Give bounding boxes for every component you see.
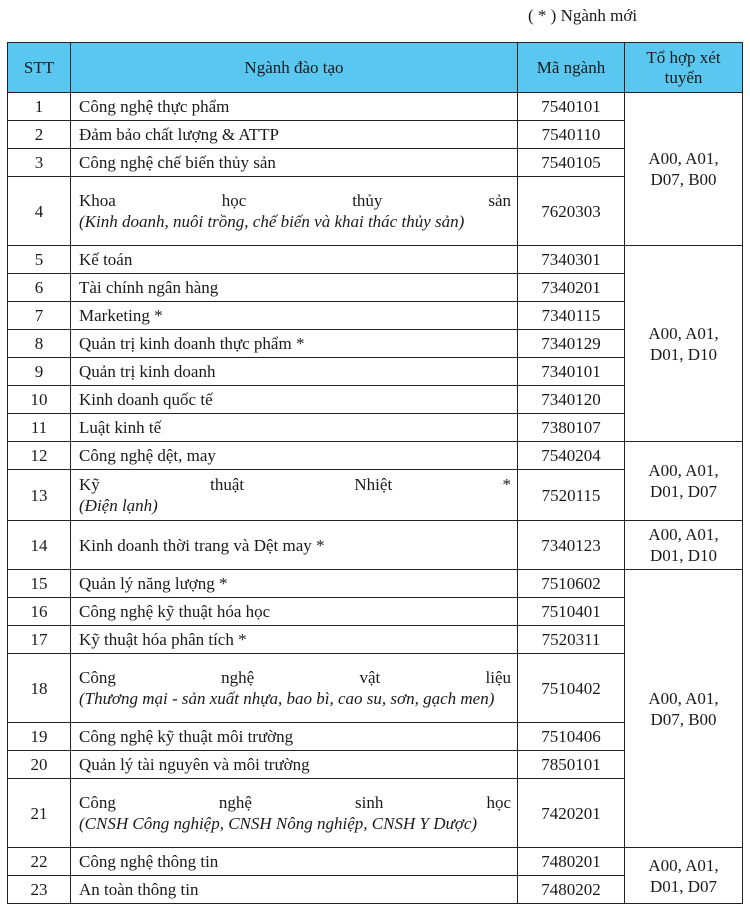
row-major-code: 7340201 <box>518 274 625 302</box>
row-major-name-cell <box>71 470 518 521</box>
combo-group <box>625 93 743 246</box>
combo-line: D01, D07 <box>649 482 718 501</box>
table-row <box>8 848 743 876</box>
row-stt: 9 <box>8 358 71 386</box>
row-major-name: Công nghệ sinh học <box>79 793 511 812</box>
row-major-name-cell <box>71 779 518 848</box>
row-major-name: Khoa học thủy sản <box>79 191 511 210</box>
row-stt: 3 <box>8 149 71 177</box>
row-stt: 1 <box>8 93 71 121</box>
row-major-code: 7510401 <box>518 598 625 626</box>
row-major-name: Quản trị kinh doanh thực phẩm * <box>71 330 518 358</box>
combo-line: A00, A01, <box>648 323 719 343</box>
row-stt: 10 <box>8 386 71 414</box>
combo-line: A00, A01, <box>648 855 719 875</box>
row-major-name: An toàn thông tin <box>71 876 518 904</box>
combo-line: D01, D10 <box>649 546 718 565</box>
row-major-name: Quản lý tài nguyên và môi trường <box>71 751 518 779</box>
row-major-code: 7510602 <box>518 570 625 598</box>
row-major-name: Công nghệ dệt, may <box>71 442 518 470</box>
row-major-name: Kinh doanh thời trang và Dệt may * <box>71 521 518 570</box>
combo-group <box>625 570 743 848</box>
combo-line: D01, D07 <box>649 876 718 896</box>
majors-table <box>7 42 743 904</box>
row-major-code: 7340120 <box>518 386 625 414</box>
row-major-name: Kỹ thuật Nhiệt * <box>79 475 511 494</box>
row-major-code: 7540204 <box>518 442 625 470</box>
combo-line: A00, A01, <box>648 525 719 544</box>
table-row <box>8 93 743 121</box>
row-major-name: Công nghệ thực phẩm <box>71 93 518 121</box>
row-stt: 2 <box>8 121 71 149</box>
combo-group <box>625 521 743 570</box>
row-major-name: Công nghệ kỹ thuật môi trường <box>71 723 518 751</box>
row-major-name: Kế toán <box>71 246 518 274</box>
row-major-code: 7340129 <box>518 330 625 358</box>
row-stt: 17 <box>8 626 71 654</box>
row-major-code: 7850101 <box>518 751 625 779</box>
row-major-name: Quản lý năng lượng * <box>71 570 518 598</box>
row-major-name: Marketing * <box>71 302 518 330</box>
row-major-code: 7340101 <box>518 358 625 386</box>
combo-group <box>625 442 743 521</box>
row-major-code: 7510402 <box>518 654 625 723</box>
row-stt: 14 <box>8 521 71 570</box>
row-major-detail: (Điện lạnh) <box>79 496 158 515</box>
row-stt: 5 <box>8 246 71 274</box>
row-major-code: 7480201 <box>518 848 625 876</box>
row-major-name: Công nghệ vật liệu <box>79 668 511 687</box>
row-major-code: 7540105 <box>518 149 625 177</box>
row-major-name: Quản trị kinh doanh <box>71 358 518 386</box>
row-major-code: 7420201 <box>518 779 625 848</box>
header-row <box>8 43 743 93</box>
row-major-name: Đảm bảo chất lượng & ATTP <box>71 121 518 149</box>
row-stt: 15 <box>8 570 71 598</box>
row-stt: 7 <box>8 302 71 330</box>
combo-line: A00, A01, <box>648 149 719 168</box>
row-stt: 11 <box>8 414 71 442</box>
combo-line: A00, A01, <box>648 688 719 708</box>
row-stt: 8 <box>8 330 71 358</box>
row-major-name: Kinh doanh quốc tế <box>71 386 518 414</box>
table-row <box>8 570 743 598</box>
row-stt: 22 <box>8 848 71 876</box>
row-stt: 23 <box>8 876 71 904</box>
combo-line: A00, A01, <box>648 461 719 480</box>
row-stt: 4 <box>8 177 71 246</box>
row-major-code: 7480202 <box>518 876 625 904</box>
row-major-code: 7540101 <box>518 93 625 121</box>
header-combo-line2: tuyển <box>664 67 703 87</box>
row-major-code: 7340115 <box>518 302 625 330</box>
row-major-name: Công nghệ chế biến thủy sản <box>71 149 518 177</box>
row-major-detail: (CNSH Công nghiệp, CNSH Nông nghiệp, CNSH Y Dược) <box>79 814 478 833</box>
header-stt: STT <box>8 43 71 93</box>
row-major-code: 7340301 <box>518 246 625 274</box>
combo-line: D07, B00 <box>650 709 717 729</box>
table-row <box>8 521 743 570</box>
row-major-name-cell <box>71 177 518 246</box>
combo-group <box>625 848 743 904</box>
header-code: Mã ngành <box>518 43 625 93</box>
row-major-name: Công nghệ kỹ thuật hóa học <box>71 598 518 626</box>
row-major-code: 7540110 <box>518 121 625 149</box>
row-major-detail: (Thương mại - sản xuất nhựa, bao bì, cao su, sơn, gạch men) <box>79 689 495 708</box>
row-major-detail: (Kinh doanh, nuôi trồng, chế biến và khai thác thủy sản) <box>79 212 465 231</box>
row-stt: 21 <box>8 779 71 848</box>
row-stt: 20 <box>8 751 71 779</box>
row-stt: 6 <box>8 274 71 302</box>
row-stt: 16 <box>8 598 71 626</box>
row-stt: 19 <box>8 723 71 751</box>
header-major: Ngành đào tạo <box>71 43 518 93</box>
row-major-name: Kỹ thuật hóa phân tích * <box>71 626 518 654</box>
new-major-note: ( * ) Ngành mới <box>528 6 638 25</box>
row-major-code: 7340123 <box>518 521 625 570</box>
combo-line: D07, B00 <box>650 170 717 189</box>
row-major-code: 7510406 <box>518 723 625 751</box>
row-stt: 12 <box>8 442 71 470</box>
row-major-name: Công nghệ thông tin <box>71 848 518 876</box>
row-stt: 18 <box>8 654 71 723</box>
combo-line: D01, D10 <box>649 344 718 364</box>
row-major-code: 7520115 <box>518 470 625 521</box>
header-combo-line1: Tổ hợp xét <box>646 47 721 67</box>
row-major-code: 7620303 <box>518 177 625 246</box>
row-major-code: 7380107 <box>518 414 625 442</box>
row-major-name-cell <box>71 654 518 723</box>
row-major-name: Luật kinh tế <box>71 414 518 442</box>
table-row <box>8 442 743 470</box>
combo-group <box>625 246 743 442</box>
row-major-name: Tài chính ngân hàng <box>71 274 518 302</box>
table-row <box>8 246 743 274</box>
row-major-code: 7520311 <box>518 626 625 654</box>
header-combo <box>625 43 743 93</box>
row-stt: 13 <box>8 470 71 521</box>
